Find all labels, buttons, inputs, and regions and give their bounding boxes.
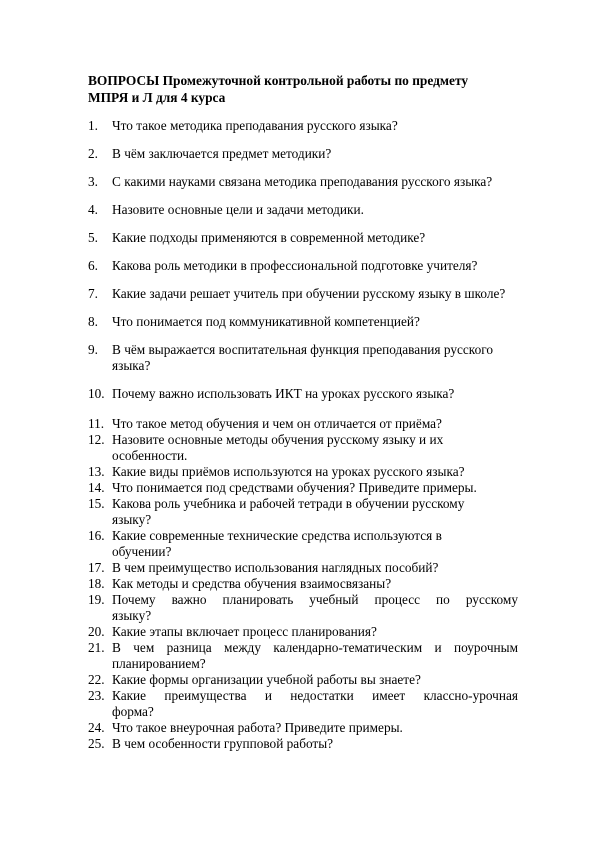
question-number: 15. [88, 496, 105, 511]
question-number: 17. [88, 560, 105, 575]
question-text: В чем особенности групповой работы? [112, 736, 334, 751]
question-number: 8. [88, 314, 98, 329]
question-item [88, 560, 518, 576]
question-text: Что такое методика преподавания русского языка? [112, 118, 398, 133]
question-number: 13. [88, 464, 105, 479]
question-text: Что понимается под средствами обучения? Приведите примеры. [112, 480, 477, 495]
question-text: Какова роль учебника и рабочей тетради в обучении русскому [112, 496, 465, 511]
question-item [88, 386, 518, 402]
question-text: Какие преимущества и недостатки имеет классно-урочная [112, 688, 518, 703]
question-text: Какова роль методики в профессиональной подготовке учителя? [112, 258, 478, 273]
question-number: 11. [88, 416, 105, 431]
question-number: 7. [88, 286, 98, 301]
question-text: В чём выражается воспитательная функция преподавания русского [112, 342, 493, 357]
question-number: 2. [88, 146, 98, 161]
question-number: 6. [88, 258, 98, 273]
question-text: В чем преимущество использования наглядных пособий? [112, 560, 439, 575]
question-item [88, 174, 518, 190]
question-number: 9. [88, 342, 98, 357]
question-text-continued: обучении? [112, 543, 172, 559]
question-text-continued: языку? [112, 511, 152, 527]
question-text-continued: языка? [112, 357, 151, 373]
question-item [88, 576, 518, 592]
question-item [88, 592, 518, 623]
title-line-1: ВОПРОСЫ Промежуточной контрольной работы по предмету [88, 73, 469, 88]
page-title [88, 72, 518, 106]
question-text-continued: планированием? [112, 655, 206, 671]
question-item [88, 736, 518, 752]
question-number: 1. [88, 118, 98, 133]
question-item [88, 464, 518, 480]
question-text: Назовите основные цели и задачи методики. [112, 202, 364, 217]
question-item [88, 342, 518, 373]
question-item [88, 118, 518, 134]
question-number: 25. [88, 736, 105, 751]
question-number: 4. [88, 202, 98, 217]
question-number: 5. [88, 230, 98, 245]
question-text: Какие этапы включает процесс планирования? [112, 624, 377, 639]
question-text: Назовите основные методы обучения русскому языку и их [112, 432, 444, 447]
question-text-continued: языку? [112, 607, 152, 623]
title-line-2: МПРЯ и Л для 4 курса [88, 90, 226, 105]
question-number: 12. [88, 432, 105, 447]
question-item [88, 480, 518, 496]
question-item [88, 202, 518, 218]
question-text: Какие формы организации учебной работы вы знаете? [112, 672, 421, 687]
question-text: Почему важно использовать ИКТ на уроках русского языка? [112, 386, 455, 401]
question-text: В чём заключается предмет методики? [112, 146, 332, 161]
question-number: 3. [88, 174, 98, 189]
question-item [88, 258, 518, 274]
question-item [88, 688, 518, 719]
question-item [88, 314, 518, 330]
question-item [88, 640, 518, 671]
question-text: Какие подходы применяются в современной методике? [112, 230, 426, 245]
question-item [88, 720, 518, 736]
question-number: 22. [88, 672, 105, 687]
question-text: Как методы и средства обучения взаимосвязаны? [112, 576, 392, 591]
question-item [88, 432, 518, 463]
question-text: Какие виды приёмов используются на уроках русского языка? [112, 464, 465, 479]
question-text: Что такое метод обучения и чем он отличается от приёма? [112, 416, 442, 431]
question-item [88, 496, 518, 527]
question-item [88, 146, 518, 162]
question-text: В чем разница между календарно-тематическим и поурочным [112, 640, 518, 655]
question-item [88, 416, 518, 432]
question-item [88, 286, 518, 302]
question-number: 23. [88, 688, 105, 703]
question-text: Что понимается под коммуникативной компетенцией? [112, 314, 420, 329]
question-number: 20. [88, 624, 105, 639]
question-text: Почему важно планировать учебный процесс по русскому [112, 592, 518, 607]
question-number: 14. [88, 480, 105, 495]
question-number: 19. [88, 592, 105, 607]
question-item [88, 230, 518, 246]
question-item [88, 672, 518, 688]
question-text: С какими науками связана методика преподавания русского языка? [112, 174, 493, 189]
question-item [88, 528, 518, 559]
question-number: 10. [88, 386, 105, 401]
question-number: 21. [88, 640, 105, 655]
question-item [88, 624, 518, 640]
question-text: Что такое внеурочная работа? Приведите примеры. [112, 720, 403, 735]
question-number: 16. [88, 528, 105, 543]
question-text: Какие задачи решает учитель при обучении русскому языку в школе? [112, 286, 506, 301]
question-number: 18. [88, 576, 105, 591]
question-text-continued: форма? [112, 703, 154, 719]
question-text-continued: особенности. [112, 447, 188, 463]
question-number: 24. [88, 720, 105, 735]
question-text: Какие современные технические средства используются в [112, 528, 442, 543]
